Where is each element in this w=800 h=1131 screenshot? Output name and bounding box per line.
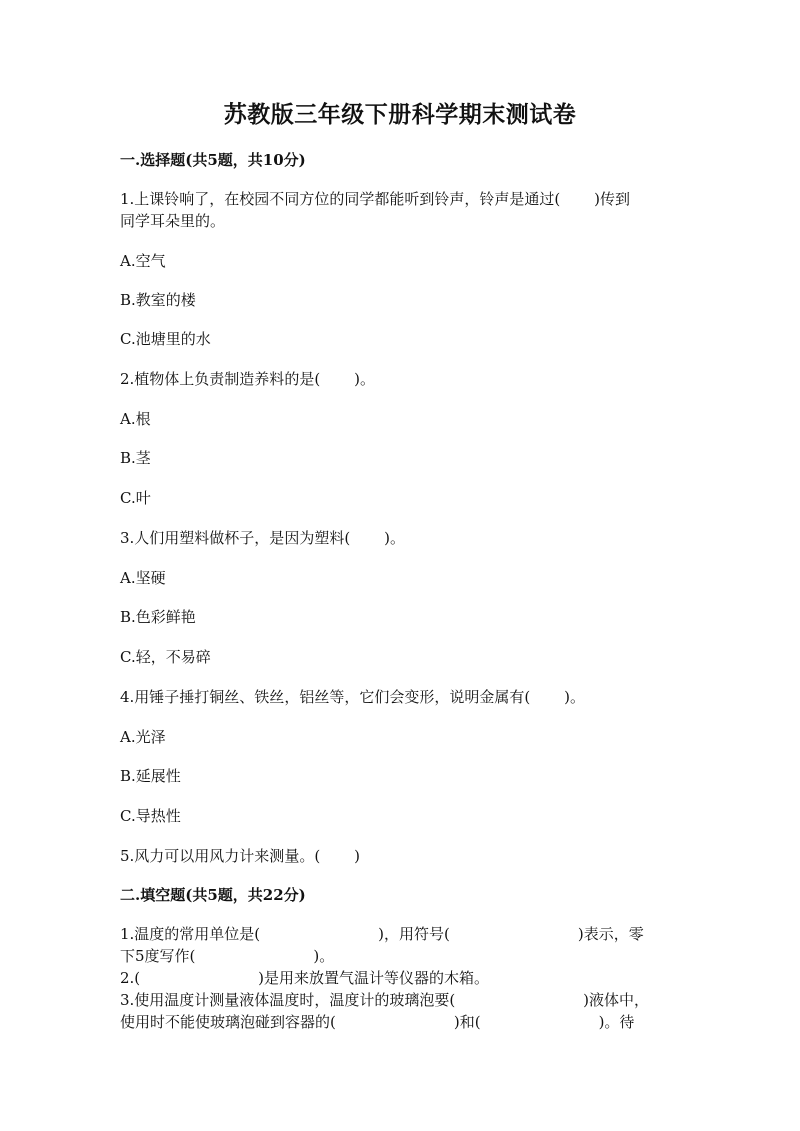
question-1-option-b: B.教室的楼: [120, 291, 196, 309]
question-3-option-c: C.轻，不易碎: [120, 648, 211, 666]
fill-question-1: [120, 923, 644, 944]
question-3-option-a: A.坚硬: [120, 569, 166, 587]
question-1: [120, 188, 630, 209]
fill-question-3-text-4: )和(: [453, 1013, 481, 1031]
question-2: [120, 368, 375, 389]
question-2-text: 2.植物体上负责制造养料的是(: [120, 370, 321, 388]
fill-question-3: [120, 989, 649, 1010]
question-3: [120, 527, 405, 548]
question-2-option-c: C.叶: [120, 489, 151, 507]
question-3-option-b: B.色彩鲜艳: [120, 608, 196, 626]
fill-question-3-text-5: )。待: [598, 1013, 635, 1031]
page-title: 苏教版三年级下册科学期末测试卷: [223, 101, 577, 128]
question-1-text: 1.上课铃响了，在校园不同方位的同学都能听到铃声，铃声是通过(: [120, 190, 561, 208]
question-4-text: 4.用锤子捶打铜丝、铁丝，铝丝等，它们会变形，说明金属有(: [120, 688, 531, 706]
fill-question-2-text-2: )是用来放置气温计等仪器的木箱。: [258, 969, 490, 987]
section-heading-multiple-choice: 一.选择题(共5题，共10分): [120, 151, 306, 169]
question-1-continuation: 同学耳朵里的。: [120, 212, 226, 230]
question-4-option-b: B.延展性: [120, 767, 181, 785]
question-1-option-a: A.空气: [120, 252, 166, 270]
question-4-option-a: A.光泽: [120, 728, 166, 746]
question-5-text: 5.风力可以用风力计来测量。(: [120, 847, 321, 865]
question-5: [120, 845, 360, 866]
fill-question-1-continuation: [120, 945, 334, 966]
question-5-text-end: ): [354, 847, 361, 865]
fill-question-1-text-4: 下5度写作(: [120, 947, 196, 965]
fill-question-1-text: 1.温度的常用单位是(: [120, 925, 261, 943]
fill-question-2-text: 2.(: [120, 969, 141, 987]
fill-question-3-text-2: )液体中，: [583, 991, 650, 1009]
question-4-option-c: C.导热性: [120, 807, 181, 825]
fill-question-1-text-3: )表示，零: [577, 925, 644, 943]
question-3-text: 3.人们用塑料做杯子，是因为塑料(: [120, 529, 351, 547]
section-heading-fill-in: 二.填空题(共5题，共22分): [120, 886, 306, 904]
fill-question-3-text: 3.使用温度计测量液体温度时，温度计的玻璃泡要(: [120, 991, 456, 1009]
question-1-text-end: )传到: [594, 190, 631, 208]
question-4: [120, 686, 585, 707]
question-2-option-b: B.茎: [120, 449, 151, 467]
question-3-text-end: )。: [384, 529, 406, 547]
fill-question-2: [120, 967, 489, 988]
fill-question-3-continuation: [120, 1011, 634, 1032]
fill-question-1-text-2: )，用符号(: [378, 925, 450, 943]
question-4-text-end: )。: [564, 688, 586, 706]
fill-question-3-text-3: 使用时不能使玻璃泡碰到容器的(: [120, 1013, 336, 1031]
question-2-option-a: A.根: [120, 410, 151, 428]
question-2-text-end: )。: [354, 370, 376, 388]
fill-question-1-text-5: )。: [313, 947, 335, 965]
question-1-option-c: C.池塘里的水: [120, 330, 211, 348]
